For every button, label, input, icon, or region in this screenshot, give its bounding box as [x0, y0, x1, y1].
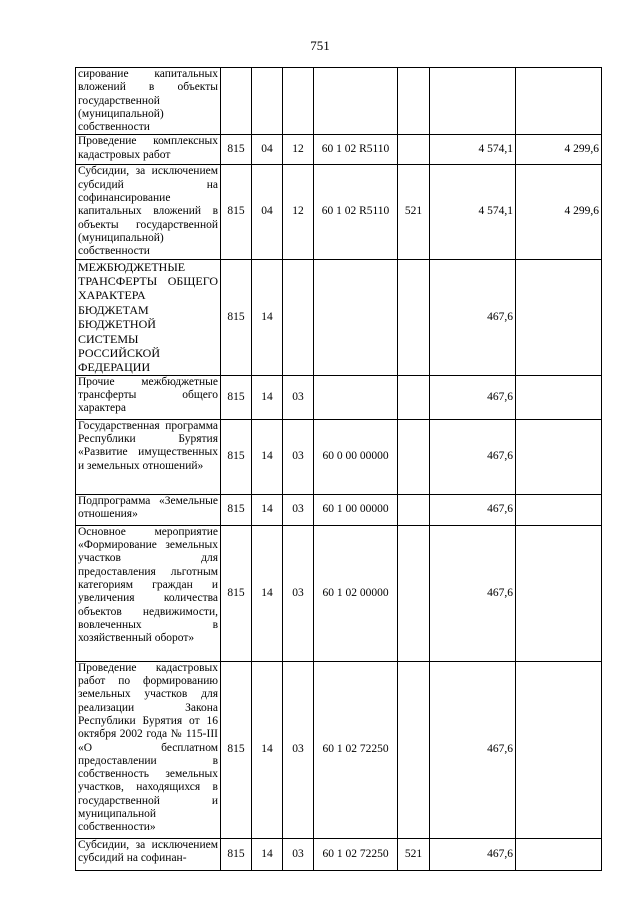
- row-name: Основное мероприятие «Формирование земельных участков для предоставления льготным категориям граждан и увеличения количества объектов недвижимости, вовлеченных в хозяйственный оборот»: [76, 525, 221, 661]
- cell-sum2: [516, 375, 602, 419]
- cell-pr: [283, 259, 314, 375]
- cell-vr: [398, 494, 430, 525]
- cell-csr: 60 0 00 00000: [314, 419, 398, 494]
- row-name: сирование капитальных вложений в объекты государственной (муниципальной) собственности: [76, 68, 221, 135]
- cell-rz: 14: [252, 259, 283, 375]
- cell-ved: 815: [221, 838, 252, 870]
- cell-vr: [398, 419, 430, 494]
- row-name: Субсидии, за исключением субсидий на софинансирование капитальных вложений в объекты государственной (муниципальной) собственности: [76, 165, 221, 259]
- cell-pr: 03: [283, 838, 314, 870]
- row-name: Субсидии, за исключением субсидий на софинан-: [76, 838, 221, 870]
- cell-ved: 815: [221, 525, 252, 661]
- cell-vr: 521: [398, 838, 430, 870]
- cell-csr: 60 1 02 R5110: [314, 165, 398, 259]
- page-number: 751: [310, 38, 330, 53]
- cell-sum2: [516, 525, 602, 661]
- cell-pr: 03: [283, 494, 314, 525]
- cell-pr: 03: [283, 661, 314, 838]
- cell-pr: 03: [283, 375, 314, 419]
- cell-sum1: 467,6: [430, 838, 516, 870]
- cell-vr: [398, 68, 430, 135]
- cell-sum1: [430, 68, 516, 135]
- cell-ved: 815: [221, 661, 252, 838]
- cell-sum2: [516, 838, 602, 870]
- cell-sum1: 467,6: [430, 494, 516, 525]
- cell-csr: [314, 259, 398, 375]
- cell-sum2: 4 299,6: [516, 165, 602, 259]
- cell-sum1: 467,6: [430, 525, 516, 661]
- row-name: Проведение кадастровых работ по формированию земельных участков для реализации Закона Республики Бурятия от 16 октября 2002 года № 115-III «О бесплатном предоставлении в собственность земельных участков, находящихся в государственной и муниципальной собственности»: [76, 661, 221, 838]
- row-name: Прочие межбюджетные трансферты общего характера: [76, 375, 221, 419]
- table-row: [76, 259, 602, 375]
- cell-csr: [314, 68, 398, 135]
- cell-vr: 521: [398, 165, 430, 259]
- cell-sum2: [516, 419, 602, 494]
- cell-sum1: 4 574,1: [430, 165, 516, 259]
- cell-sum2: [516, 661, 602, 838]
- cell-rz: 14: [252, 838, 283, 870]
- cell-vr: [398, 525, 430, 661]
- table-row: [76, 661, 602, 838]
- table-row: [76, 68, 602, 135]
- cell-vr: [398, 661, 430, 838]
- cell-sum1: 467,6: [430, 419, 516, 494]
- cell-ved: 815: [221, 135, 252, 165]
- cell-rz: 04: [252, 135, 283, 165]
- table-row: [76, 375, 602, 419]
- budget-table: [75, 67, 602, 871]
- cell-sum2: [516, 259, 602, 375]
- cell-rz: 14: [252, 494, 283, 525]
- cell-ved: 815: [221, 375, 252, 419]
- cell-sum1: 467,6: [430, 259, 516, 375]
- cell-ved: 815: [221, 419, 252, 494]
- cell-csr: 60 1 02 00000: [314, 525, 398, 661]
- cell-rz: 14: [252, 375, 283, 419]
- cell-pr: 12: [283, 135, 314, 165]
- cell-pr: 03: [283, 419, 314, 494]
- cell-vr: [398, 375, 430, 419]
- cell-sum2: [516, 494, 602, 525]
- cell-sum1: 4 574,1: [430, 135, 516, 165]
- cell-pr: 03: [283, 525, 314, 661]
- cell-csr: 60 1 02 72250: [314, 838, 398, 870]
- cell-ved: 815: [221, 165, 252, 259]
- table-row: [76, 525, 602, 661]
- cell-csr: [314, 375, 398, 419]
- cell-pr: [283, 68, 314, 135]
- cell-sum1: 467,6: [430, 375, 516, 419]
- row-name: Государственная программа Республики Бурятия «Развитие имущественных и земельных отношений»: [76, 419, 221, 494]
- table-row: [76, 419, 602, 494]
- table-row: [76, 135, 602, 165]
- row-name: Подпрограмма «Земельные отношения»: [76, 494, 221, 525]
- cell-rz: 04: [252, 165, 283, 259]
- cell-rz: 14: [252, 525, 283, 661]
- cell-vr: [398, 135, 430, 165]
- cell-ved: [221, 68, 252, 135]
- cell-rz: [252, 68, 283, 135]
- row-name: Проведение комплексных кадастровых работ: [76, 135, 221, 165]
- cell-csr: 60 1 00 00000: [314, 494, 398, 525]
- cell-vr: [398, 259, 430, 375]
- table-row: [76, 165, 602, 259]
- cell-pr: 12: [283, 165, 314, 259]
- cell-ved: 815: [221, 259, 252, 375]
- cell-csr: 60 1 02 72250: [314, 661, 398, 838]
- cell-ved: 815: [221, 494, 252, 525]
- row-name: МЕЖБЮДЖЕТНЫЕ ТРАНСФЕРТЫ ОБЩЕГО ХАРАКТЕРА БЮДЖЕТАМ БЮДЖЕТНОЙ СИСТЕМЫ РОССИЙСКОЙ ФЕДЕРАЦИИ: [76, 259, 221, 375]
- cell-rz: 14: [252, 419, 283, 494]
- cell-sum2: 4 299,6: [516, 135, 602, 165]
- cell-sum2: [516, 68, 602, 135]
- cell-sum1: 467,6: [430, 661, 516, 838]
- table-row: [76, 838, 602, 870]
- table-row: [76, 494, 602, 525]
- cell-csr: 60 1 02 R5110: [314, 135, 398, 165]
- cell-rz: 14: [252, 661, 283, 838]
